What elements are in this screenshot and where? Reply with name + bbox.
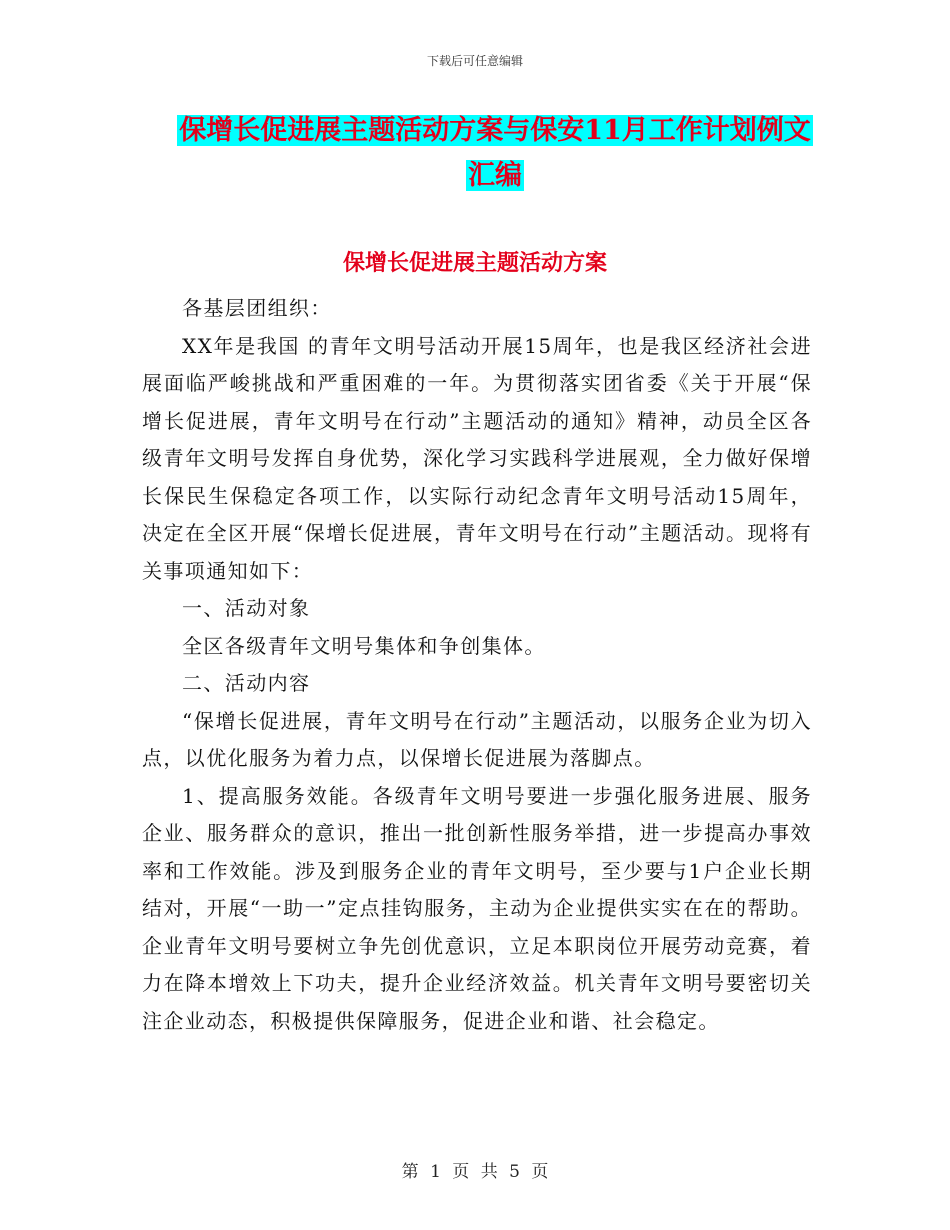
service-efficiency-paragraph: 1、提高服务效能。各级青年文明号要进一步强化服务进展、服务企业、服务群众的意识，推出一批创新性服务举措，进一步提高办事效率和工作效能。涉及到服务企业的青年文明号，至少要与1户企业长期结对，开展“一助一”定点挂钩服务，主动为企业提供实实在在的帮助。企业青年文明号要树立争先创优意识，立足本职岗位开展劳动竞赛，着力在降本增效上下功夫，提升企业经济效益。机关青年文明号要密切关注企业动态，积极提供保障服务，促进企业和谐、社会稳定。 xyxy=(142,783,812,1033)
heading-activity-content: 二、活动内容 xyxy=(182,671,311,695)
document-title-line1: 保增长促进展主题活动方案与保安11月工作计划例文 xyxy=(179,115,811,146)
document-title-line2: 汇编 xyxy=(468,160,522,191)
section-title: 保增长促进展主题活动方案 xyxy=(342,250,607,276)
document-title xyxy=(150,108,840,198)
page-number: 第 1 页 共 5 页 xyxy=(401,1162,549,1182)
document-body xyxy=(142,290,812,1040)
page-header-note: 下载后可任意编辑 xyxy=(426,54,523,68)
activity-content-paragraph: “保增长促进展，青年文明号在行动”主题活动，以服务企业为切入点，以优化服务为着力点，以保增长促进展为落脚点。 xyxy=(142,708,812,770)
activity-target-paragraph: 全区各级青年文明号集体和争创集体。 xyxy=(182,633,546,658)
heading-activity-target: 一、活动对象 xyxy=(182,596,311,620)
intro-paragraph: XX年是我国 的青年文明号活动开展15周年，也是我区经济社会进展面临严峻挑战和严重困难的一年。为贯彻落实团省委《关于开展“保增长促进展，青年文明号在行动”主题活动的通知》精神，动员全区各级青年文明号发挥自身优势，深化学习实践科学进展观，全力做好保增长保民生保稳定各项工作，以实际行动纪念青年文明号活动15周年，决定在全区开展“保增长促进展，青年文明号在行动”主题活动。现将有关事项通知如下： xyxy=(142,333,812,583)
salutation-paragraph: 各基层团组织： xyxy=(182,296,332,320)
